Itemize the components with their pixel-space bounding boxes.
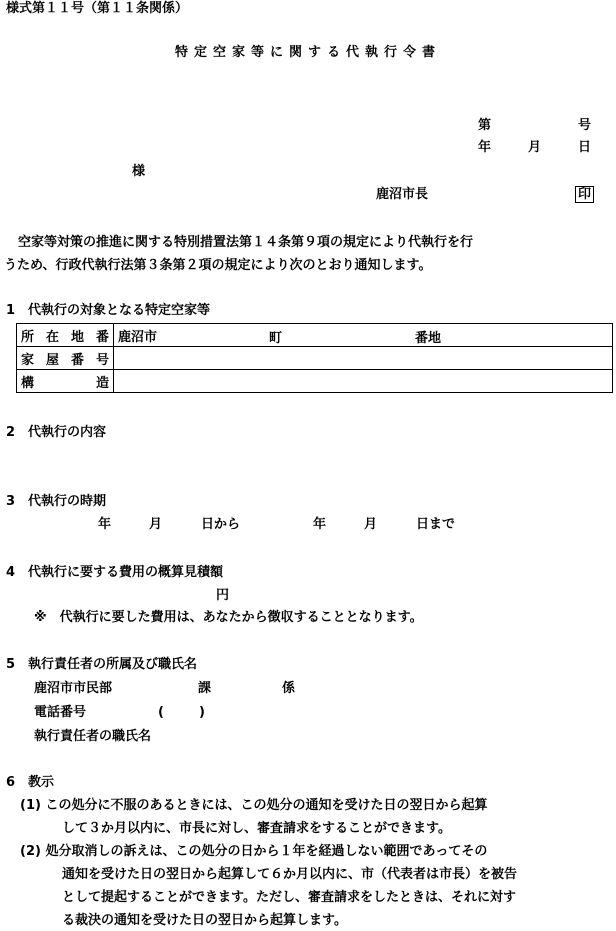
section4-heading: 4 代執行に要する費用の概算見積額 [6, 565, 224, 580]
section5-heading: 5 執行責任者の所属及び職氏名 [6, 657, 198, 672]
from-month: 月 [149, 517, 163, 532]
number-prefix: 第 [478, 118, 492, 133]
department: 鹿沼市市民部 [34, 681, 113, 696]
issuer-name: 鹿沼市長 [376, 187, 429, 202]
phone-label: 電話番号 [34, 705, 87, 720]
phone-paren-close: ) [199, 705, 205, 720]
instruction-2-line-1: (2) 処分取消しの訴えは、この処分の日から１年を経過しない範囲であってその [20, 844, 488, 859]
value-location [114, 324, 613, 347]
section-suffix: 課 [198, 681, 212, 696]
value-structure [114, 370, 613, 393]
unit-suffix: 係 [282, 681, 296, 696]
date-day: 日 [578, 140, 592, 155]
label-char: 構 [21, 375, 35, 391]
cost-note: ※ 代執行に要した費用は、あなたから徴収することとなります。 [34, 610, 423, 625]
instruction-1-line-2: して３か月以内に、市長に対し、審査請求をすることができます。 [62, 821, 451, 836]
instruction-2-line-2: 通知を受けた日の翌日から起算して６か月以内に、市（代表者は市長）を被告 [62, 867, 518, 882]
table-row [17, 324, 613, 347]
date-month: 月 [528, 140, 542, 155]
city-name: 鹿沼市 [118, 329, 158, 345]
to-year: 年 [313, 517, 327, 532]
label-char: 在 [45, 329, 59, 345]
section2-heading: 2 代執行の内容 [6, 425, 107, 440]
section3-heading: 3 代執行の時期 [6, 494, 107, 509]
table-row [17, 370, 613, 393]
label-structure [17, 370, 114, 393]
to-day: 日まで [416, 517, 456, 532]
intro-line-1: 空家等対策の推進に関する特別措置法第１４条第９項の規定により代執行を行 [18, 235, 474, 250]
from-day: 日から [201, 517, 241, 532]
number-suffix: 号 [578, 118, 592, 133]
document-title: 特定空家等に関する代執行令書 [174, 45, 441, 60]
to-month: 月 [364, 517, 378, 532]
label-house-number [17, 347, 114, 370]
from-year: 年 [98, 517, 112, 532]
yen-unit: 円 [216, 588, 230, 603]
label-char: 屋 [45, 352, 59, 368]
phone-paren-open: ( [158, 705, 164, 720]
label-char: 所 [21, 329, 35, 345]
instruction-1-line-1: (1) この処分に不服のあるときには、この処分の通知を受けた日の翌日から起算 [20, 798, 488, 813]
addressee-suffix: 様 [132, 164, 146, 179]
label-char: 号 [95, 352, 109, 368]
lot-suffix: 番地 [415, 331, 442, 346]
seal-box: 印 [575, 186, 594, 203]
form-number: 様式第１１号（第１１条関係） [6, 1, 189, 16]
value-house-number [114, 347, 613, 370]
section6-heading: 6 教示 [6, 775, 55, 790]
label-char: 番 [95, 329, 109, 345]
instruction-2-line-4: る裁決の通知を受けた日の翌日から起算します。 [62, 913, 347, 928]
table-row [17, 347, 613, 370]
instruction-2-line-3: として提起することができます。ただし、審査請求をしたときは、それに対す [62, 890, 516, 905]
label-char: 地 [70, 329, 84, 345]
intro-line-2: うため、行政代執行法第３条第２項の規定により次のとおり通知します。 [4, 258, 432, 273]
target-property-table [16, 323, 613, 393]
town-suffix: 町 [269, 331, 283, 346]
label-char: 番 [70, 352, 84, 368]
section1-heading: 1 代執行の対象となる特定空家等 [6, 303, 211, 318]
label-char: 家 [21, 352, 35, 368]
label-char: 造 [95, 375, 109, 391]
seal-mark [575, 186, 594, 203]
label-location [17, 324, 114, 347]
officer-label: 執行責任者の職氏名 [34, 729, 152, 744]
date-year: 年 [478, 140, 492, 155]
